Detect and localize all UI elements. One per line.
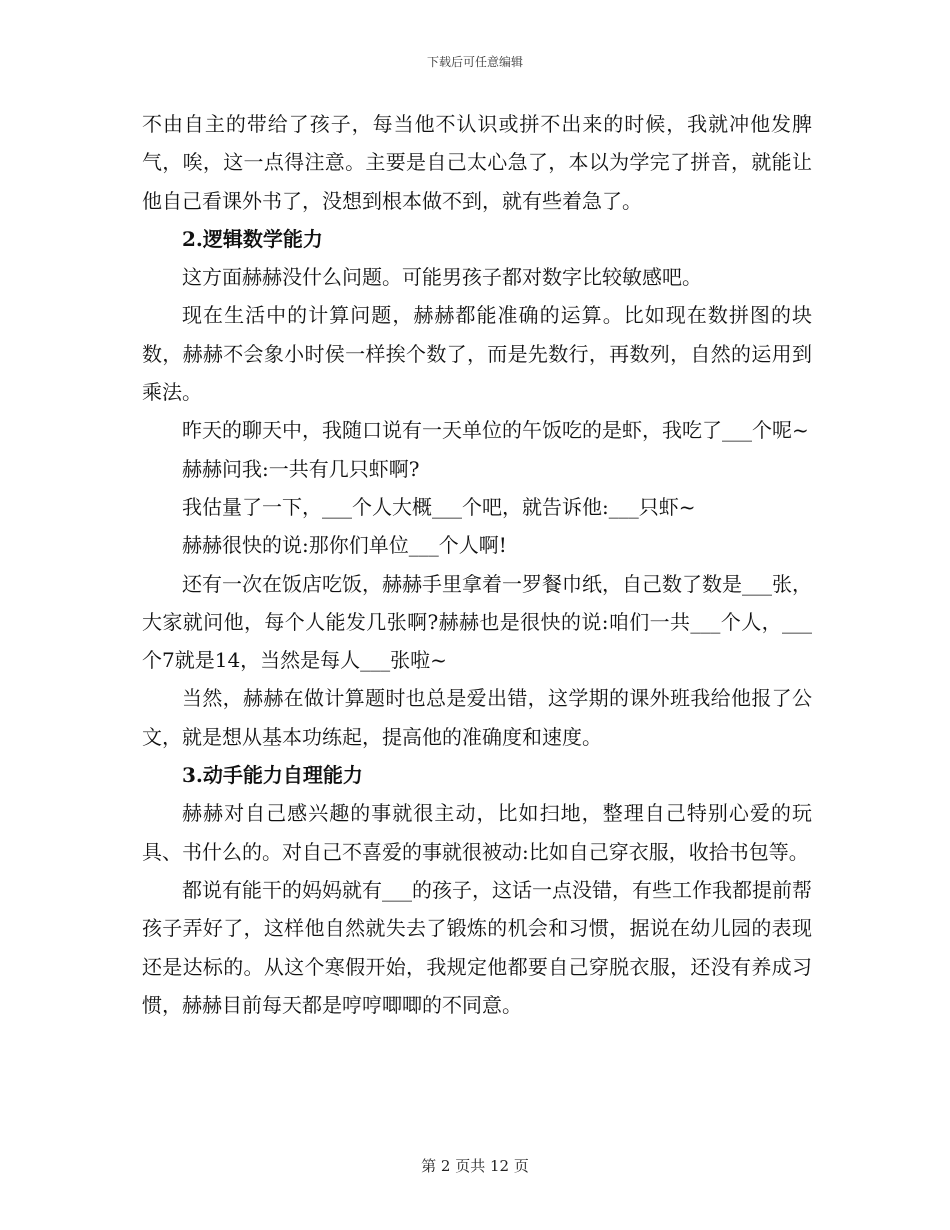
section-heading: 2.逻辑数学能力 [182,226,323,251]
paragraph: 昨天的聊天中，我随口说有一天单位的午饭吃的是虾，我吃了___个呢~ [182,418,809,443]
paragraph: 赫赫很快的说:那你们单位___个人啊! [182,533,507,558]
paragraph-continuation: 不由自主的带给了孩子，每当他不认识或拼不出来的时候，我就冲他发脾气，唉，这一点得注意。主要是自己太心急了，本以为学完了拼音，就能让他自己看课外书了，没想到根本做不到，就有些着急了。 [142,112,812,213]
paragraph: 现在生活中的计算问题，赫赫都能准确的运算。比如现在数拼图的块数，赫赫不会象小时侯一样挨个数了，而是先数行，再数列，自然的运用到乘法。 [142,303,812,405]
page-footer: 第 2 页共 12 页 [421,1157,529,1175]
document-body [142,105,812,1024]
paragraph: 赫赫对自己感兴趣的事就很主动，比如扫地，整理自己特别心爱的玩具、书什么的。对自己不喜爱的事就很被动:比如自己穿衣服，收拾书包等。 [142,801,812,864]
paragraph: 赫赫问我:一共有几只虾啊? [182,456,420,481]
page-header: 下载后可任意编辑 [426,55,523,69]
paragraph: 这方面赫赫没什么问题。可能男孩子都对数字比较敏感吧。 [182,265,702,290]
paragraph: 还有一次在饭店吃饭，赫赫手里拿着一罗餐巾纸，自己数了数是___张，大家就问他，每个人能发几张啊?赫赫也是很快的说:咱们一共___个人，___个7就是14，当然是每人___张啦~ [142,571,812,673]
paragraph: 当然，赫赫在做计算题时也总是爱出错，这学期的课外班我给他报了公文，就是想从基本功练起，提高他的准确度和速度。 [142,686,812,749]
section-heading: 3.动手能力自理能力 [182,763,363,788]
paragraph: 都说有能干的妈妈就有___的孩子，这话一点没错，有些工作我都提前帮孩子弄好了，这样他自然就失去了锻炼的机会和习惯，据说在幼儿园的表现还是达标的。从这个寒假开始，我规定他都要自己穿脱衣服，还没有养成习惯，赫赫目前每天都是哼哼唧唧的不同意。 [142,877,812,1017]
paragraph: 我估量了一下，___个人大概___个吧，就告诉他:___只虾~ [182,494,696,519]
